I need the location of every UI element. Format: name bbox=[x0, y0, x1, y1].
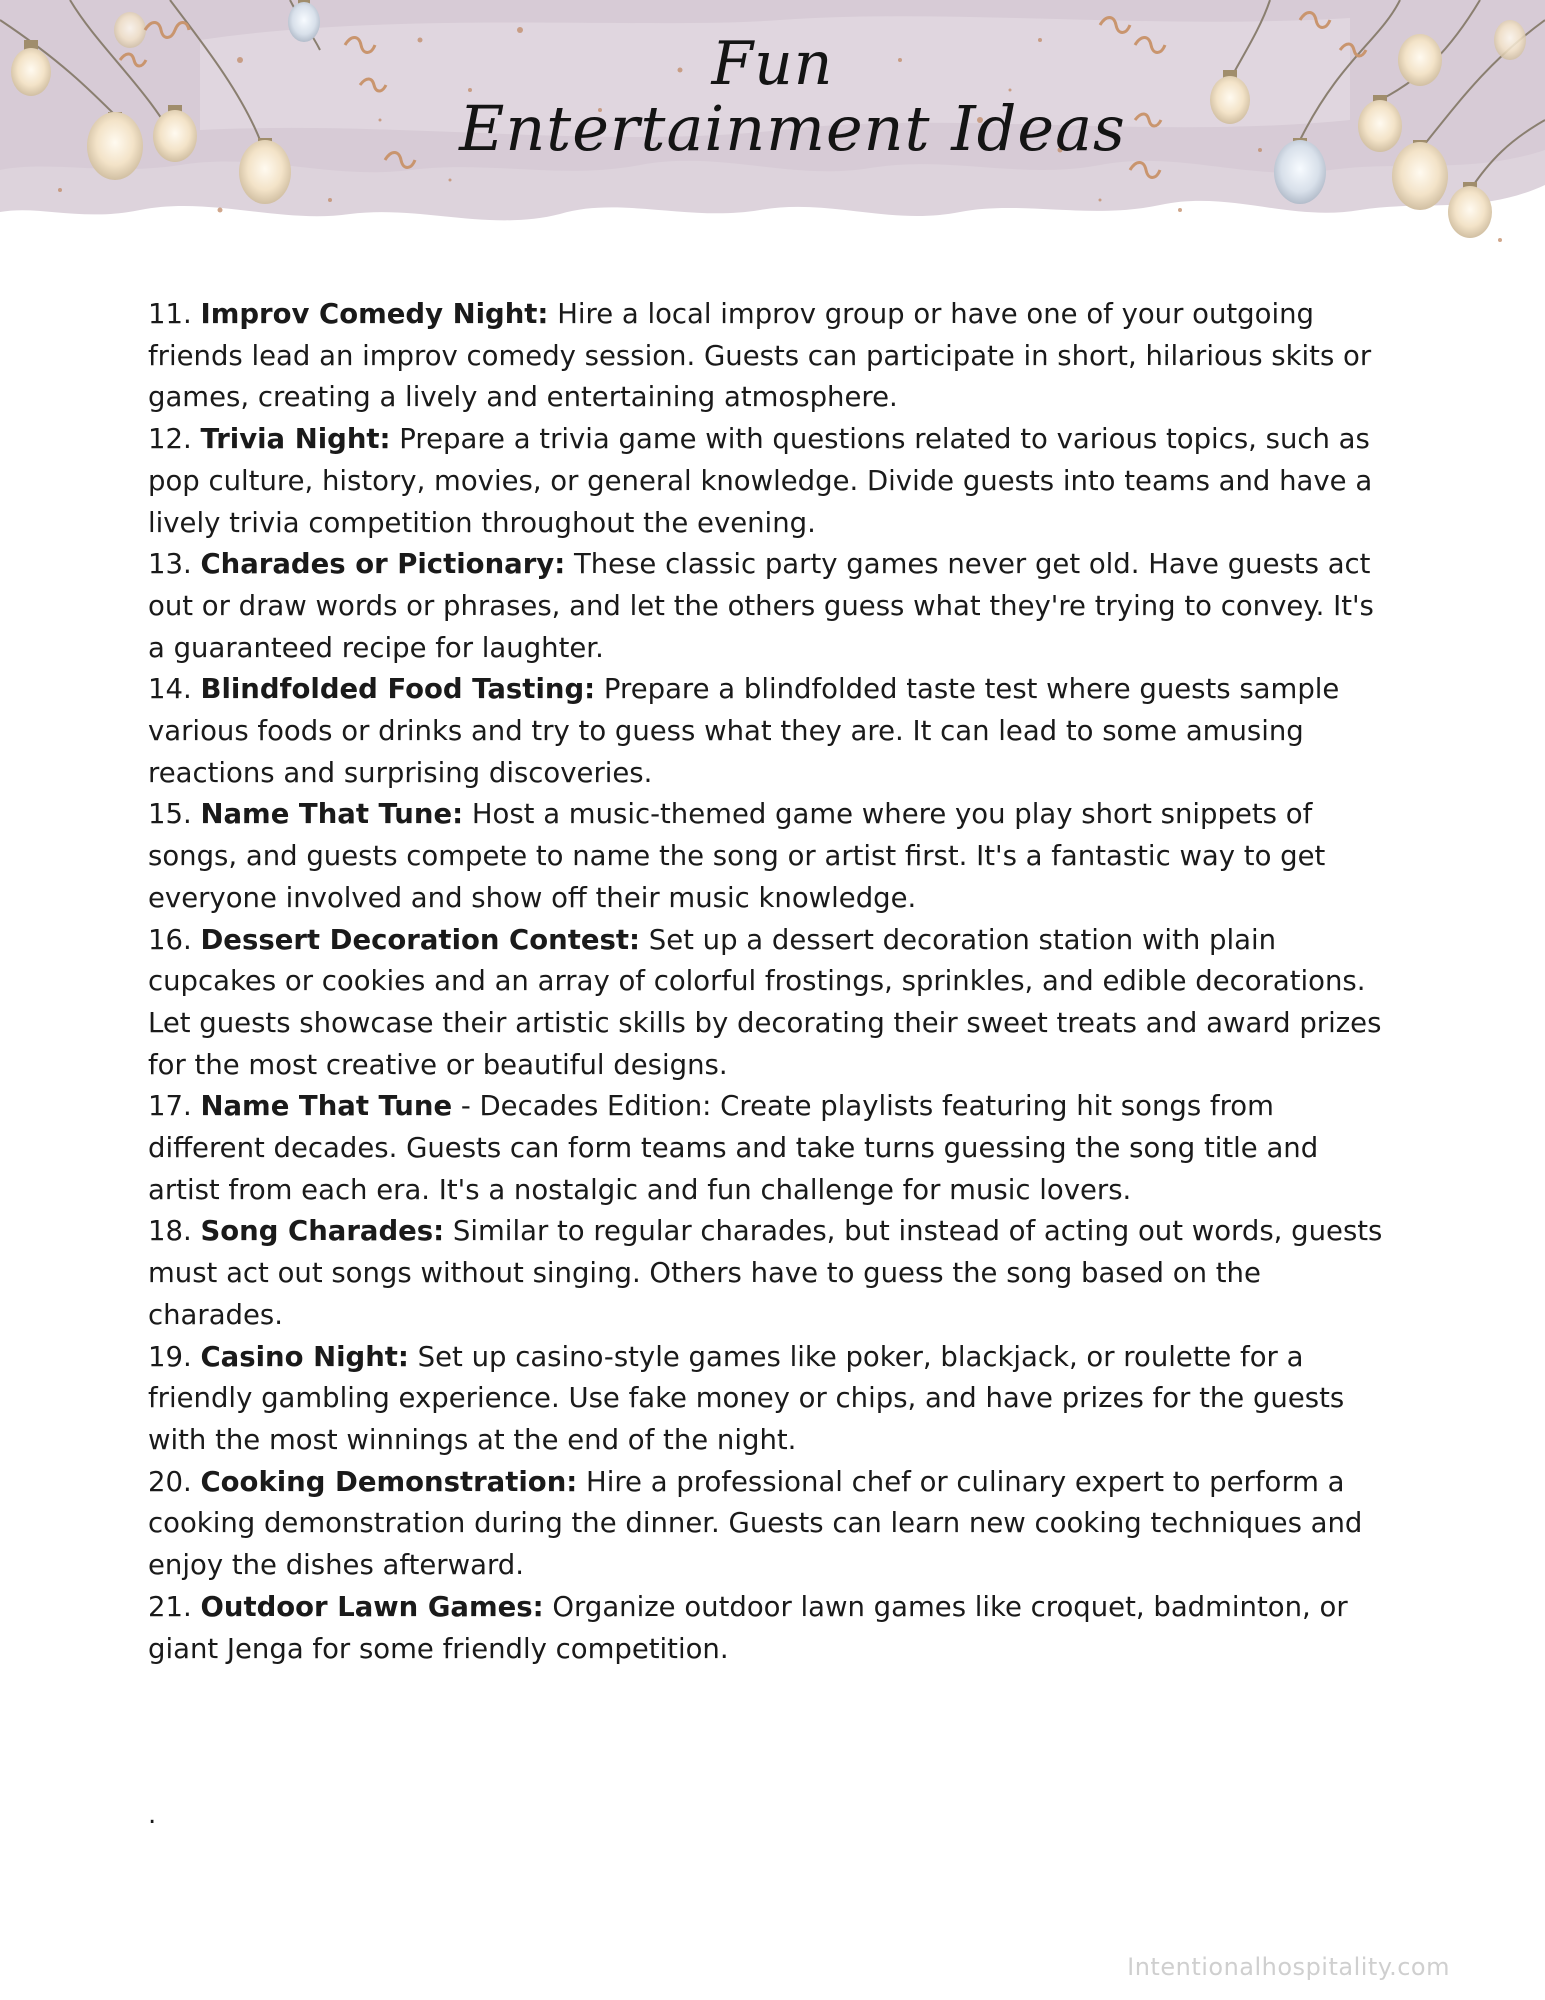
item-name: Casino Night: bbox=[200, 1340, 409, 1373]
list-item bbox=[148, 1086, 1398, 1211]
list-item bbox=[148, 544, 1398, 669]
item-description: Set up casino-style games like poker, blackjack, or roulette for a friendly gambling experience. Use fake money or chips, and have prizes for the guests with the most winnings at the end of the night. bbox=[148, 1340, 1345, 1456]
item-number: 14. bbox=[148, 673, 192, 706]
trailing-period: . bbox=[148, 1800, 157, 1830]
item-description: Hire a professional chef or culinary expert to perform a cooking demonstration during the dinner. Guests can learn new cooking techniques and enjoy the dishes afterward. bbox=[148, 1465, 1363, 1582]
item-name: Name That Tune bbox=[200, 1090, 453, 1123]
item-number: 11. bbox=[148, 298, 192, 330]
item-name: Trivia Night: bbox=[200, 423, 391, 456]
item-description: These classic party games never get old. Have guests act out or draw words or phrases, and let the others guess what they're trying to convey. It's a guaranteed recipe for laughter. bbox=[148, 548, 1374, 664]
item-description: Prepare a trivia game with questions related to various topics, such as pop culture, history, movies, or general knowledge. Divide guests into teams and have a lively trivia competition throughout the evening. bbox=[148, 423, 1373, 539]
item-number: 13. bbox=[148, 548, 192, 581]
item-name: Name That Tune: bbox=[200, 798, 464, 831]
item-name: Dessert Decoration Contest: bbox=[200, 923, 641, 956]
item-number: 12. bbox=[148, 423, 192, 456]
list-item bbox=[148, 1462, 1398, 1587]
list-item bbox=[148, 1211, 1398, 1336]
ideas-list bbox=[148, 294, 1398, 1670]
item-number: 19. bbox=[148, 1340, 192, 1373]
page-title-line-2: Entertainment Ideas bbox=[459, 92, 1126, 165]
list-item bbox=[148, 1587, 1398, 1670]
item-description: - Decades Edition: Create playlists featuring hit songs from different decades. Guests can form teams and take turns guessing the song title and artist from each era. It's a nostalgic and fun challenge for music lovers. bbox=[148, 1090, 1319, 1206]
list-item bbox=[148, 419, 1398, 544]
footer-website-url: Intentionalhospitality.com bbox=[1127, 1953, 1450, 1981]
item-description: Organize outdoor lawn games like croquet, badminton, or giant Jenga for some friendly competition. bbox=[148, 1590, 1348, 1665]
item-number: 20. bbox=[148, 1465, 192, 1498]
list-item bbox=[148, 920, 1398, 1087]
item-number: 15. bbox=[148, 798, 192, 831]
item-description: Hire a local improv group or have one of your outgoing friends lead an improv comedy session. Guests can participate in short, hilarious skits or games, creating a lively and entertaining atmosphere. bbox=[148, 298, 1372, 414]
list-item bbox=[148, 1337, 1398, 1462]
item-name: Song Charades: bbox=[200, 1215, 445, 1248]
item-description: Host a music-themed game where you play short snippets of songs, and guests compete to name the song or artist first. It's a fantastic way to get everyone involved and show off their music knowledge. bbox=[148, 798, 1326, 914]
page-title-line-1: Fun bbox=[711, 29, 834, 99]
item-name: Blindfolded Food Tasting: bbox=[200, 673, 596, 706]
item-number: 17. bbox=[148, 1090, 192, 1123]
item-number: 18. bbox=[148, 1215, 192, 1248]
item-description: Similar to regular charades, but instead of acting out words, guests must act out songs without singing. Others have to guess the song based on the charades. bbox=[148, 1215, 1383, 1331]
item-number: 16. bbox=[148, 923, 192, 956]
item-name: Cooking Demonstration: bbox=[200, 1465, 578, 1498]
item-name: Improv Comedy Night: bbox=[200, 298, 549, 330]
item-name: Outdoor Lawn Games: bbox=[200, 1590, 544, 1623]
item-description: Set up a dessert decoration station with plain cupcakes or cookies and an array of colorful frostings, sprinkles, and edible decorations. Let guests showcase their artistic skills by decorating their sweet treats and award prizes for the most creative or beautiful designs. bbox=[148, 923, 1382, 1081]
list-item bbox=[148, 294, 1398, 419]
item-name: Charades or Pictionary: bbox=[200, 548, 566, 581]
list-item bbox=[148, 794, 1398, 919]
list-item bbox=[148, 669, 1398, 794]
item-description: Prepare a blindfolded taste test where guests sample various foods or drinks and try to guess what they are. It can lead to some amusing reactions and surprising discoveries. bbox=[148, 673, 1340, 789]
item-number: 21. bbox=[148, 1590, 192, 1623]
